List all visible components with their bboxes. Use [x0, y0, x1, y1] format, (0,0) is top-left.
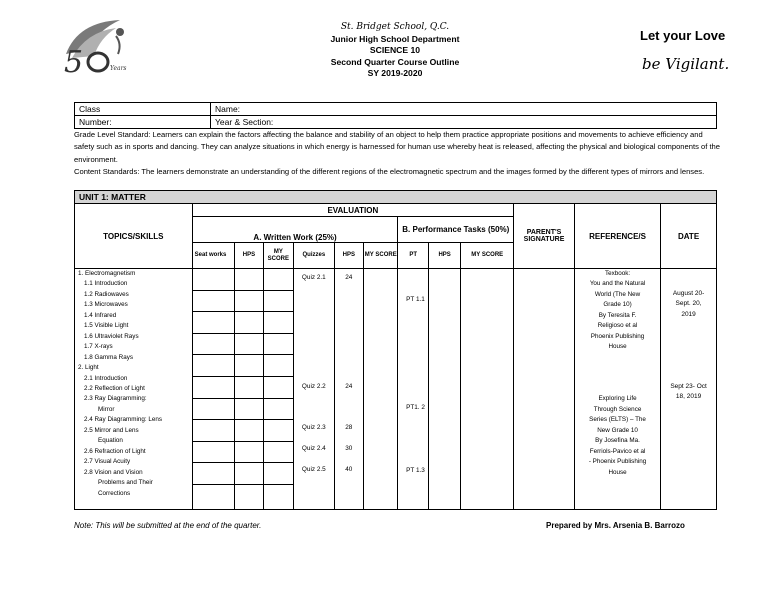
topic-item: 1.8 Gamma Rays: [84, 353, 133, 361]
myscore-cell[interactable]: [263, 484, 293, 509]
reference-line: Phoenix Publishing: [590, 332, 645, 340]
grade-level-standard: Grade Level Standard: Learners can explain the factors affecting the balance and stability of an object to help them practice appropriate positions and movements to achieve efficiency and safety such as in sports and dancing. They can analyze situations in which energy is harnessed for human use whereby heat is released, affecting the physical and biological components of the environment.: [74, 130, 720, 164]
topics-list: [75, 269, 193, 510]
topic-item: 1.3 Microwaves: [84, 301, 128, 309]
myscore-cell[interactable]: [263, 398, 293, 420]
hps-header-3: HPS: [428, 243, 460, 269]
pt-column: [398, 269, 428, 510]
date-text: Sept 23- Oct: [670, 383, 707, 390]
year-section-field[interactable]: Year & Section:: [211, 116, 717, 129]
quizzes-column: [294, 269, 335, 510]
quiz-name: Quiz 2.5: [301, 466, 326, 473]
topics-header: TOPICS/SKILLS: [75, 204, 193, 269]
topic-item: Problems and Their: [98, 479, 153, 487]
date-text: 2019: [681, 310, 696, 318]
dates-column: [661, 269, 717, 510]
hps-cell: [235, 355, 263, 377]
topic-item: 2.4 Ray Diagramming: Lens: [84, 416, 163, 424]
date-header: DATE: [661, 204, 717, 269]
reference-line: Through Science: [593, 405, 642, 413]
pt-label: PT 1.1: [406, 296, 425, 303]
reference-line: - Phoenix Publishing: [588, 458, 647, 466]
date-text: Sept. 20,: [675, 300, 702, 308]
svg-text:5: 5: [64, 45, 84, 76]
reference-line: [575, 384, 660, 394]
school-50th-anniversary-logo: [58, 14, 154, 76]
hps-cell: [235, 269, 263, 291]
seatwork-cell[interactable]: [192, 355, 235, 377]
parents-signature-column[interactable]: [514, 269, 575, 510]
quiz-hps: 24: [345, 383, 353, 390]
reference-line: World (The New: [594, 290, 641, 298]
seatwork-cell[interactable]: [192, 376, 235, 398]
pt-label: PT 1.3: [406, 467, 425, 474]
reference-line: Religioso et al: [597, 322, 638, 330]
myscore-header-3: MY SCORE: [461, 243, 514, 269]
reference-line: Ferriols-Pavico et al: [589, 447, 646, 455]
topic-item: Mirror: [98, 405, 115, 413]
performance-tasks-header: B. Performance Tasks (50%): [398, 217, 514, 243]
topic-item: 1. Electromagnetism: [78, 270, 136, 277]
reference-line: House: [608, 343, 627, 351]
quiz-name: Quiz 2.2: [301, 383, 326, 390]
hps-cell: [235, 463, 263, 485]
references-column: [574, 269, 660, 510]
hps-header-1: HPS: [235, 243, 263, 269]
hps-cell: [235, 376, 263, 398]
pt-header: PT: [398, 243, 428, 269]
pt-hps-column: [428, 269, 460, 510]
hps-cell: [235, 420, 263, 442]
course-outline-table: [74, 190, 717, 510]
parents-signature-header: PARENT'S SIGNATURE: [514, 204, 575, 269]
hps-cell: [235, 441, 263, 463]
topic-item: 2.1 Introduction: [84, 374, 128, 382]
references-header: REFERENCE/S: [574, 204, 660, 269]
hps-cell: [235, 484, 263, 509]
unit-title: UNIT 1: MATTER: [75, 191, 717, 204]
seatwork-cell[interactable]: [192, 312, 235, 334]
school-name: St. Bridget School, Q.C.: [340, 22, 450, 32]
date-range-1: [661, 289, 716, 320]
myscore-cell[interactable]: [263, 463, 293, 485]
motto-line1: Let your Love: [640, 28, 726, 43]
reference-line: By Josefina Ma.: [595, 437, 640, 445]
topic-item: Equation: [98, 437, 123, 445]
reference-line: New Grade 10: [597, 426, 638, 434]
topic-item: 2.7 Visual Acuity: [84, 458, 131, 466]
myscore-cell[interactable]: [263, 290, 293, 312]
hps-cell: [235, 312, 263, 334]
myscore-cell[interactable]: [263, 355, 293, 377]
subject: SCIENCE 10: [369, 45, 421, 55]
topic-item: 1.5 Visible Light: [84, 322, 129, 330]
topic-item: 1.4 Infrared: [84, 311, 117, 319]
quizzes-header: Quizzes: [294, 243, 335, 269]
name-field[interactable]: Name:: [211, 103, 717, 116]
seatwork-cell[interactable]: [192, 290, 235, 312]
myscore-cell[interactable]: [263, 312, 293, 334]
hps-cell: [235, 333, 263, 355]
reference-line: [575, 374, 660, 384]
pt-myscore-column[interactable]: [461, 269, 514, 510]
school-year: SY 2019-2020: [367, 68, 423, 78]
submission-note: Note: This will be submitted at the end of the quarter.: [74, 521, 262, 530]
student-info-table: [74, 102, 717, 129]
myscore-cell[interactable]: [263, 376, 293, 398]
topic-item: 2.8 Vision and Vision: [84, 468, 143, 476]
myscore-cell[interactable]: [263, 269, 293, 291]
topic-item: 2.5 Mirror and Lens: [84, 426, 139, 434]
seatwork-cell[interactable]: [192, 463, 235, 485]
hps-cell: [235, 398, 263, 420]
quiz-hps-column: [334, 269, 363, 510]
number-label: Number:: [75, 116, 211, 129]
seatwork-cell[interactable]: [192, 441, 235, 463]
written-work-header: A. Written Work (25%): [192, 217, 398, 243]
reference-line: [575, 363, 660, 373]
topic-item: 1.6 Ultraviolet Rays: [84, 332, 139, 340]
svg-text:Years: Years: [110, 65, 127, 72]
topic-item: 2.2 Reflection of Light: [84, 384, 145, 392]
class-label: Class: [75, 103, 211, 116]
topic-item: 1.2 Radiowaves: [84, 290, 129, 298]
quiz-myscore-column[interactable]: [364, 269, 398, 510]
quiz-hps: 24: [345, 274, 353, 281]
seatworks-header: Seat works: [192, 243, 235, 269]
reference-line: By Teresita F.: [598, 311, 637, 319]
reference-line: Exploring Life: [598, 395, 637, 403]
date-text: August 20-: [672, 290, 705, 297]
topic-item: 2.6 Refraction of Light: [84, 447, 146, 455]
reference-line: Grade 10): [603, 301, 632, 309]
topic-item: 1.1 Introduction: [84, 280, 128, 288]
seatwork-cell[interactable]: [192, 420, 235, 442]
topic-item: 2. Light: [78, 364, 99, 372]
reference-line: Series (ELTS) – The: [589, 416, 646, 424]
myscore-header-2: MY SCORE: [364, 243, 398, 269]
quiz-hps: 28: [345, 424, 353, 431]
evaluation-header: EVALUATION: [192, 204, 513, 217]
reference-line: Texbook:: [604, 270, 631, 277]
document-header: [270, 22, 520, 80]
topic-item: 2.3 Ray Diagramming:: [84, 395, 147, 403]
seatwork-cell[interactable]: [192, 484, 235, 509]
prepared-by: Prepared by Mrs. Arsenia B. Barrozo: [546, 521, 685, 530]
hps-header-2: HPS: [334, 243, 363, 269]
reference-line: You and the Natural: [589, 280, 646, 288]
date-text: 18, 2019: [675, 393, 702, 401]
myscore-cell[interactable]: [263, 441, 293, 463]
myscore-cell[interactable]: [263, 420, 293, 442]
quiz-name: Quiz 2.3: [301, 424, 326, 431]
topic-item: Corrections: [98, 489, 131, 497]
hps-cell: [235, 290, 263, 312]
reference-line: House: [608, 468, 627, 476]
pt-label: PT1. 2: [406, 404, 425, 411]
reference-line: [575, 353, 660, 363]
topic-item: 1.7 X-rays: [84, 343, 113, 351]
seatwork-cell[interactable]: [192, 398, 235, 420]
myscore-header-1: MY SCORE: [263, 243, 293, 269]
content-standard: Content Standards: The learners demonstrate an understanding of the different regions of the electromagnetic spectrum and the images formed by the different types of mirrors and lenses.: [74, 167, 705, 177]
quiz-name: Quiz 2.1: [301, 274, 326, 281]
department: Junior High School Department: [330, 33, 460, 44]
myscore-cell[interactable]: [263, 333, 293, 355]
motto-line2: be Vigilant.: [642, 55, 730, 73]
quiz-hps: 30: [345, 445, 353, 452]
standards-text: [74, 129, 720, 179]
date-range-2: [661, 382, 716, 403]
seatwork-cell[interactable]: [192, 333, 235, 355]
seatwork-cell[interactable]: [192, 269, 235, 291]
quiz-hps: 40: [345, 466, 353, 473]
outline-title: Second Quarter Course Outline: [330, 56, 460, 67]
quiz-name: Quiz 2.4: [301, 445, 326, 452]
